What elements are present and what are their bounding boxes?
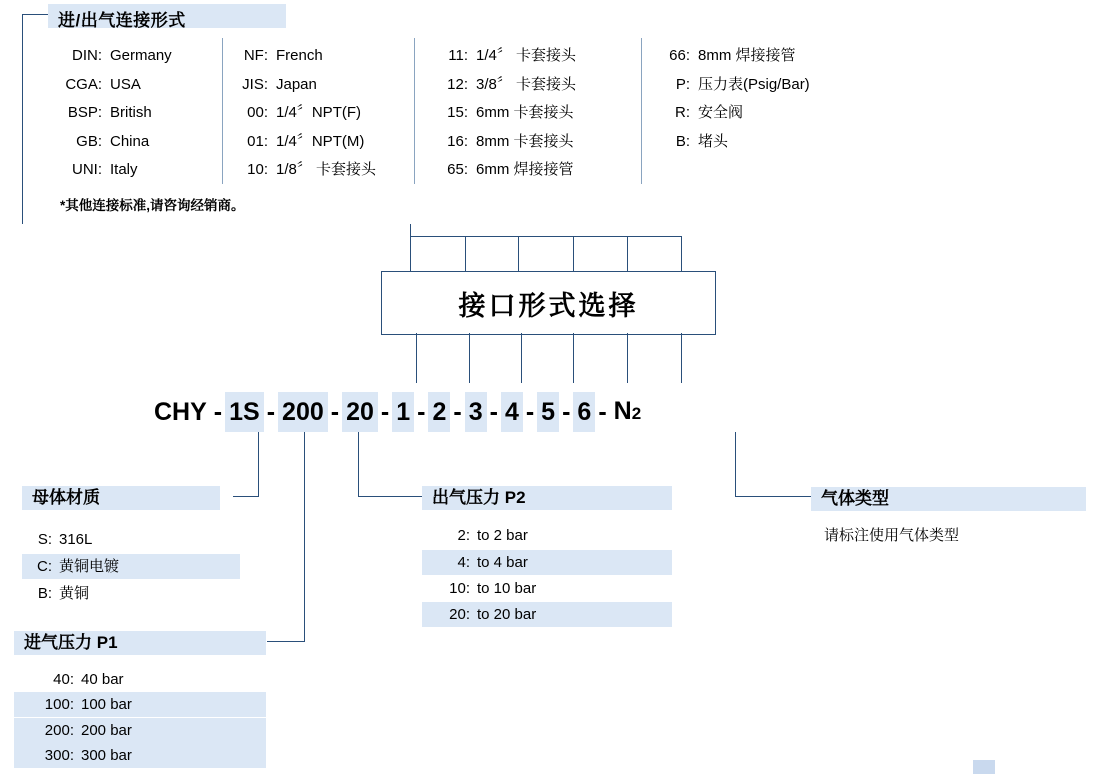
code-segment-port-6: 6 bbox=[573, 392, 595, 432]
code-stem-3 bbox=[521, 333, 522, 383]
outlet-pressure-item: 2: to 2 bar bbox=[457, 527, 528, 544]
connector-branch-6 bbox=[681, 236, 682, 271]
connection-column-4 bbox=[664, 42, 894, 156]
connection-item: 11: 1/4〞 卡套接头 bbox=[448, 47, 577, 64]
connection-item: 65: 6mm 焊接接管 bbox=[447, 161, 574, 178]
connector-bus-top bbox=[410, 236, 682, 237]
code-dash: - bbox=[213, 397, 223, 426]
connection-item: 10: 1/8〞 卡套接头 bbox=[247, 161, 377, 178]
corner-mark bbox=[973, 760, 995, 774]
connector-branch-1 bbox=[410, 224, 411, 271]
connection-column-2 bbox=[240, 42, 416, 185]
inlet-connector-horizontal bbox=[267, 641, 305, 642]
inlet-pressure-item: 200: 200 bar bbox=[14, 718, 266, 743]
outlet-pressure-item: 4: to 4 bar bbox=[422, 550, 672, 575]
connection-item: 15: 6mm 卡套接头 bbox=[447, 104, 574, 121]
top-panel-title bbox=[48, 4, 286, 28]
material-connector-vertical bbox=[258, 432, 259, 496]
group-title-body-material: 母体材质 bbox=[22, 486, 220, 510]
code-dash: - bbox=[598, 397, 607, 426]
code-dash: - bbox=[525, 397, 535, 426]
code-segment-port-5: 5 bbox=[537, 392, 559, 432]
body-material-item: C: 黄铜电镀 bbox=[22, 554, 240, 579]
inlet-pressure-item: 300: 300 bar bbox=[14, 743, 266, 768]
code-stem-5 bbox=[627, 333, 628, 383]
connection-item: 12: 3/8〞 卡套接头 bbox=[447, 75, 577, 93]
code-dash: - bbox=[453, 397, 462, 426]
group-title-gas-type: 气体类型 bbox=[811, 487, 1086, 511]
group-title-inlet-pressure: 进气压力 P1 bbox=[14, 631, 266, 655]
code-dash: - bbox=[417, 397, 426, 426]
connector-branch-4 bbox=[573, 236, 574, 271]
connection-item: GB: China bbox=[76, 132, 150, 150]
inlet-pressure-item: 100: 100 bar bbox=[14, 692, 266, 717]
outlet-pressure-item: 10: to 10 bar bbox=[449, 580, 537, 597]
column-separator-1 bbox=[222, 38, 223, 184]
connection-item: 66: 8mm 焊接接管 bbox=[669, 47, 796, 64]
code-segment-material: 1S bbox=[225, 392, 264, 432]
outlet-connector-vertical bbox=[358, 432, 359, 496]
inlet-pressure-item: 40: 40 bar bbox=[53, 671, 124, 688]
material-connector-horizontal bbox=[233, 496, 259, 497]
connection-item: BSP: British bbox=[67, 104, 152, 121]
connection-item: NF: French bbox=[243, 47, 323, 64]
connection-column-3 bbox=[442, 42, 642, 185]
outlet-connector-horizontal bbox=[358, 496, 422, 497]
body-material-item: B: 黄铜 bbox=[37, 585, 90, 602]
code-segment-gas: N2 bbox=[613, 396, 642, 425]
code-segment-port-3: 3 bbox=[465, 392, 487, 432]
code-segment-port-4: 4 bbox=[501, 392, 523, 432]
connection-item: CGA: USA bbox=[65, 75, 141, 93]
gas-type-note: 请标注使用气体类型 bbox=[824, 527, 960, 544]
code-dash: - bbox=[562, 397, 571, 426]
connector-branch-2 bbox=[465, 236, 466, 271]
center-box-label: 接口形式选择 bbox=[458, 290, 639, 321]
connection-item: R: 安全阀 bbox=[675, 104, 744, 121]
code-stem-4 bbox=[573, 333, 574, 383]
connection-item: UNI: Italy bbox=[72, 161, 138, 178]
code-stem-6 bbox=[681, 333, 682, 383]
connector-branch-5 bbox=[627, 236, 628, 271]
center-box bbox=[381, 271, 716, 335]
top-panel-top-border bbox=[22, 14, 48, 15]
code-segment-inlet-pressure: 200 bbox=[278, 392, 328, 432]
product-code-row bbox=[150, 392, 645, 432]
connector-branch-3 bbox=[518, 236, 519, 271]
connection-item: JIS: Japan bbox=[242, 75, 317, 93]
connection-column-1 bbox=[56, 42, 216, 185]
top-panel-title-label: 进/出气连接形式 bbox=[58, 11, 186, 30]
top-panel-left-border bbox=[22, 14, 23, 224]
gas-connector-vertical bbox=[735, 432, 736, 496]
code-segment-chy: CHY bbox=[154, 398, 207, 426]
connection-item: 16: 8mm 卡套接头 bbox=[447, 132, 574, 150]
code-stem-2 bbox=[469, 333, 470, 383]
code-dash: - bbox=[489, 397, 498, 426]
connection-item: DIN: Germany bbox=[72, 47, 172, 64]
connection-item: 00: 1/4〞NPT(F) bbox=[247, 104, 362, 121]
connection-item: P: 压力表(Psig/Bar) bbox=[675, 75, 810, 93]
code-segment-port-1: 1 bbox=[392, 392, 414, 432]
inlet-connector-vertical bbox=[304, 432, 305, 642]
top-panel-note: *其他连接标准,请咨询经销商。 bbox=[60, 198, 245, 213]
code-segment-port-2: 2 bbox=[428, 392, 450, 432]
connection-item: 01: 1/4〞NPT(M) bbox=[247, 132, 365, 150]
code-dash: - bbox=[330, 397, 340, 426]
code-dash: - bbox=[380, 397, 390, 426]
code-segment-outlet-pressure: 20 bbox=[342, 392, 378, 432]
gas-connector-horizontal bbox=[735, 496, 820, 497]
outlet-pressure-item: 20: to 20 bar bbox=[422, 602, 672, 627]
code-dash: - bbox=[266, 397, 276, 426]
body-material-item: S: 316L bbox=[37, 531, 93, 548]
group-title-outlet-pressure: 出气压力 P2 bbox=[422, 486, 672, 510]
code-stem-1 bbox=[416, 333, 417, 383]
connection-item: B: 堵头 bbox=[675, 132, 729, 150]
